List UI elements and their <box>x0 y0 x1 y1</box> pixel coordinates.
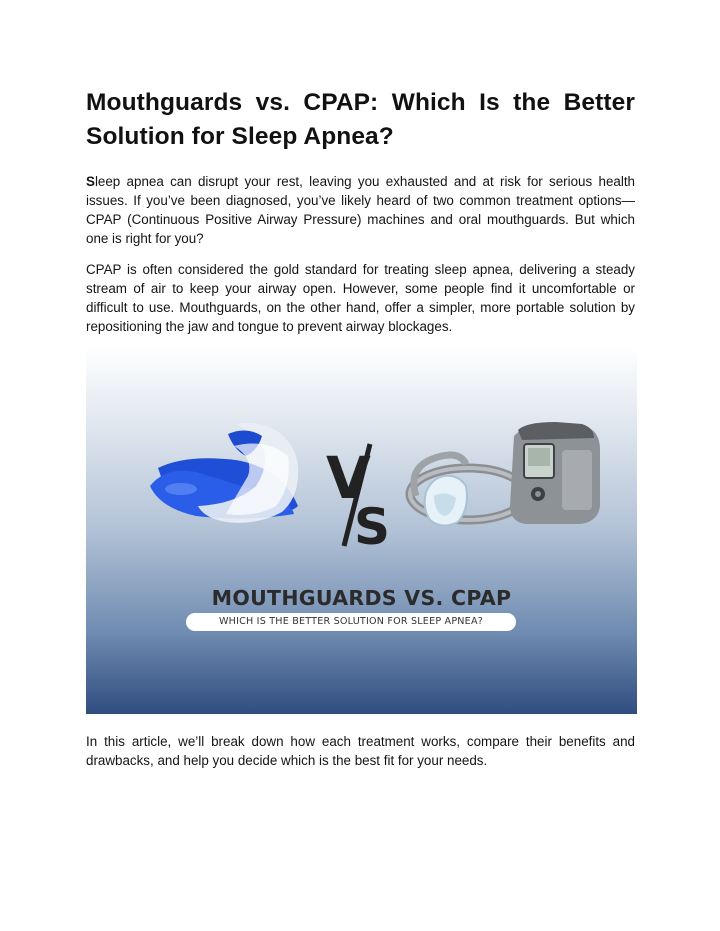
cpap-illustration <box>410 422 600 526</box>
drop-cap: S <box>86 174 95 189</box>
outro-paragraph: In this article, we’ll break down how each treatment works, compare their benefits and drawbacks, and help you decide which is the best fit for your needs. <box>86 734 635 768</box>
hero-headline: MOUTHGUARDS VS. CPAP <box>211 586 512 610</box>
intro-text: leep apnea can disrupt your rest, leaving you exhausted and at risk for serious health issues. If you’ve been diagnosed, you’ve likely heard of two common treatment options—CPAP (Continuous Positive Airway Pressure) machines and oral mouthguards. But which one is right for you? <box>86 174 635 246</box>
hero-image <box>86 346 637 714</box>
article-title: Mouthguards vs. CPAP: Which Is the Better Solution for Sleep Apnea? <box>86 89 635 150</box>
hero-subheadline: WHICH IS THE BETTER SOLUTION FOR SLEEP APNEA? <box>186 613 516 631</box>
vs-letter-s: S <box>354 498 391 556</box>
cpap-paragraph: CPAP is often considered the gold standard for treating sleep apnea, delivering a steady stream of air to keep your airway open. However, some people find it uncomfortable or difficult to use. Mouthguards, on the other hand, offer a simpler, more portable solution by repositioning the jaw and tongue to prevent airway blockages. <box>86 262 635 334</box>
hero-illustration <box>86 346 637 714</box>
intro-paragraph <box>86 172 635 248</box>
vs-letter-v: V <box>326 444 371 512</box>
article <box>86 86 635 336</box>
mouthguard-illustration <box>150 423 298 523</box>
vs-mark <box>326 444 390 556</box>
